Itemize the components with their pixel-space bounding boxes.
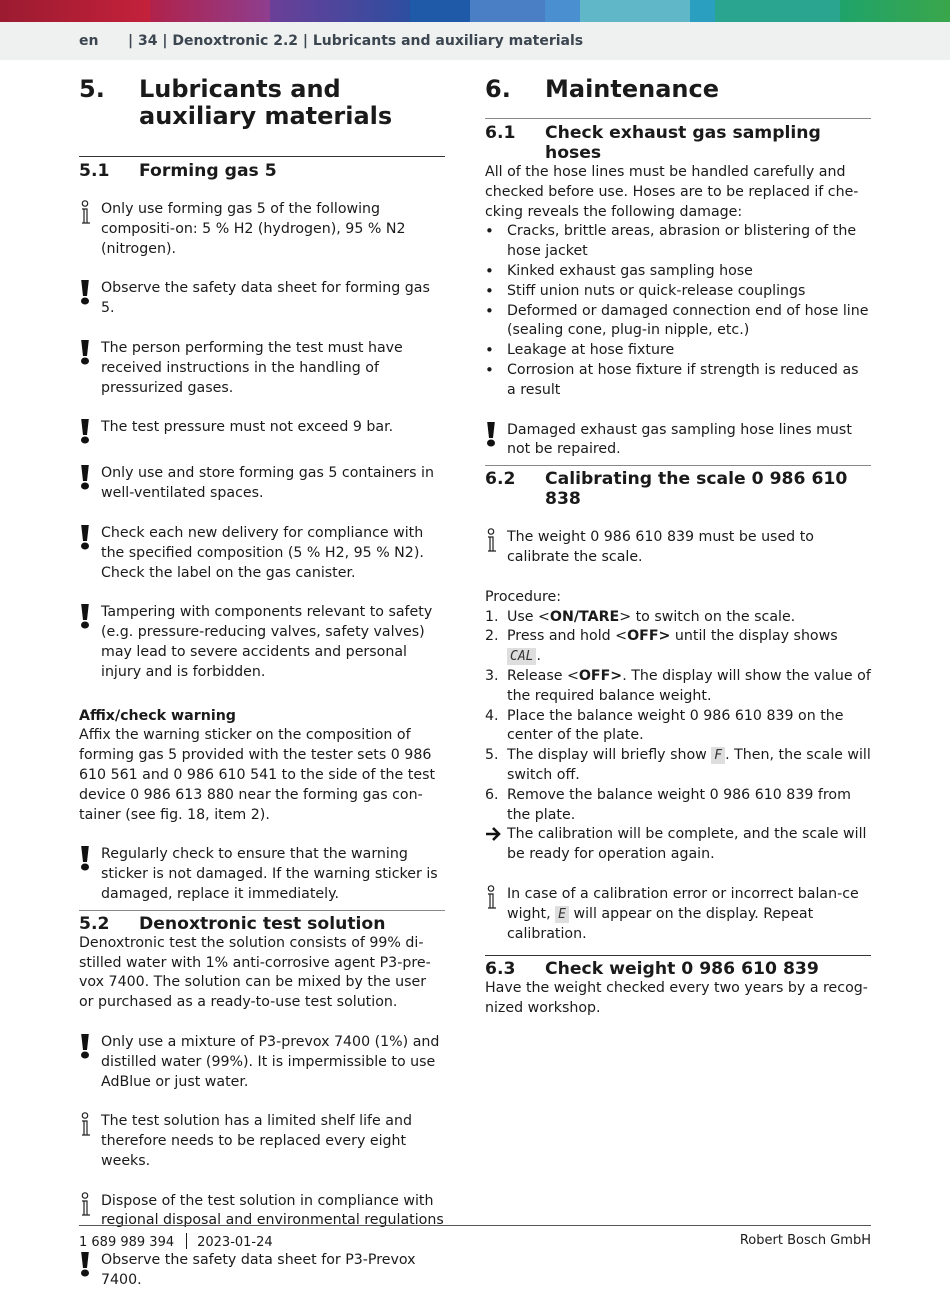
section-5-2-heading bbox=[79, 914, 445, 934]
info-note bbox=[79, 200, 445, 259]
note-text: The person performing the test must have received instructions in the handling of pressurized gases. bbox=[101, 339, 403, 396]
footer-separator bbox=[186, 1233, 187, 1249]
bullet-icon: • bbox=[485, 360, 494, 379]
list-item bbox=[485, 282, 871, 302]
right-column bbox=[485, 74, 871, 1019]
warning-note bbox=[79, 845, 445, 904]
step-text: Press and hold < bbox=[507, 628, 628, 645]
info-note bbox=[485, 528, 871, 568]
brand-color-band bbox=[0, 0, 950, 22]
result-text: The calibration will be complete, and the scale will be ready for operation again. bbox=[507, 826, 867, 863]
list-item bbox=[485, 222, 871, 262]
info-icon bbox=[485, 528, 507, 554]
list-item-text: Deformed or damaged connection end of hose line (sealing cone, plug-in nipple, etc.) bbox=[507, 302, 869, 339]
note-text: Only use and store forming gas 5 containers in well-ventilated spaces. bbox=[101, 465, 434, 502]
list-item-text: Cracks, brittle areas, abrasion or blistering of the hose jacket bbox=[507, 223, 857, 260]
step-item bbox=[485, 627, 871, 667]
bullet-icon: • bbox=[485, 222, 494, 241]
lcd-display-cal: CAL bbox=[507, 648, 536, 665]
document-date: 2023-01-24 bbox=[197, 1235, 273, 1250]
step-item bbox=[485, 746, 871, 786]
step-text: Remove the balance weight 0 986 610 839 from the plate. bbox=[507, 786, 851, 823]
step-number: 6. bbox=[485, 786, 499, 803]
chapter-title: Maintenance bbox=[545, 75, 720, 103]
lcd-display-f: F bbox=[711, 747, 725, 764]
note-text: will appear on the display. Repeat calibration. bbox=[507, 905, 814, 942]
key-label: OFF> bbox=[578, 667, 623, 684]
section-5-2-paragraph: Denoxtronic test the solution consists of 99% di-stilled water with 1% anti-corrosive agent P3-pre-vox 7400. The solution can be mixed by the user or purchased as a ready-to-use test solution. bbox=[79, 934, 431, 1011]
step-number: 3. bbox=[485, 667, 499, 684]
warning-note bbox=[79, 339, 445, 398]
note-text: Tampering with components relevant to safety (e.g. pressure-reducing valves, safety valves) may lead to severe accidents and personal injury and is forbidden. bbox=[101, 604, 433, 680]
note-text: Only use a mixture of P3-prevox 7400 (1%) and distilled water (99%). It is impermissible to use AdBlue or just water. bbox=[101, 1033, 440, 1090]
warning-icon bbox=[79, 339, 101, 365]
note-text: Observe the safety data sheet for forming gas 5. bbox=[101, 280, 430, 317]
list-item bbox=[485, 341, 871, 361]
section-number: 6.2 bbox=[485, 469, 516, 490]
step-number: 4. bbox=[485, 707, 499, 724]
section-title: Check exhaust gas sampling hoses bbox=[545, 123, 821, 163]
list-item-text: Kinked exhaust gas sampling hose bbox=[507, 262, 753, 279]
step-item bbox=[485, 786, 871, 826]
section-divider bbox=[79, 156, 445, 157]
info-note bbox=[485, 885, 871, 944]
step-text: Release < bbox=[507, 667, 579, 684]
key-label: ON/TARE bbox=[549, 608, 620, 625]
footer-right bbox=[740, 1233, 871, 1248]
running-title: | 34 | Denoxtronic 2.2 | Lubricants and auxiliary materials bbox=[128, 33, 584, 49]
info-note bbox=[79, 1112, 445, 1171]
key-label: OFF> bbox=[627, 628, 671, 645]
chapter-title: Lubricants and auxiliary materials bbox=[139, 75, 393, 130]
note-text: The test pressure must not exceed 9 bar. bbox=[101, 419, 394, 436]
step-text: The display will briefly show bbox=[507, 747, 712, 764]
section-number: 6.1 bbox=[485, 123, 516, 143]
section-title: Forming gas 5 bbox=[139, 161, 277, 181]
warning-icon bbox=[79, 603, 101, 629]
warning-note bbox=[485, 421, 871, 461]
step-text: until the display shows bbox=[670, 628, 838, 645]
step-text: . Then, the scale will switch off. bbox=[507, 747, 871, 783]
step-number: 5. bbox=[485, 747, 499, 764]
document-number: 1 689 989 394 bbox=[79, 1235, 175, 1250]
section-6-1-heading bbox=[485, 123, 871, 163]
affix-heading: Affix/check warning bbox=[79, 707, 236, 724]
language-code: en bbox=[79, 33, 99, 49]
step-text: . The display will show the value of the required balance weight. bbox=[507, 667, 871, 704]
warning-icon bbox=[79, 1033, 101, 1059]
list-item bbox=[485, 302, 871, 342]
list-item-text: Corrosion at hose fixture if strength is reduced as a result bbox=[507, 361, 859, 398]
section-title: Check weight 0 986 610 839 bbox=[545, 959, 819, 980]
step-item bbox=[485, 667, 871, 707]
list-item-text: Leakage at hose fixture bbox=[507, 342, 675, 359]
section-6-3-heading bbox=[485, 959, 871, 979]
bullet-icon: • bbox=[485, 261, 494, 280]
info-icon bbox=[485, 885, 507, 911]
company-name: Robert Bosch GmbH bbox=[739, 1233, 871, 1248]
step-text: Place the balance weight 0 986 610 839 on the center of the plate. bbox=[507, 707, 844, 744]
note-text: Only use forming gas 5 of the following compositi-on: 5 % H2 (hydrogen), 95 % N2 (nitrogen). bbox=[101, 201, 406, 257]
warning-note bbox=[79, 1251, 445, 1291]
note-text: In case of a calibration error or incorrect balan-ce wight, bbox=[507, 885, 859, 922]
section-title: Calibrating the scale 0 986 610 838 bbox=[545, 469, 848, 510]
section-6-1-paragraph: All of the hose lines must be handled carefully and checked before use. Hoses are to be replaced if che-cking reveals the following damage: bbox=[485, 164, 859, 220]
step-item bbox=[485, 608, 871, 628]
step-number: 1. bbox=[485, 608, 499, 625]
page-header bbox=[0, 22, 950, 60]
chapter-6-heading bbox=[485, 76, 871, 103]
section-divider bbox=[485, 465, 871, 466]
bullet-icon: • bbox=[485, 341, 494, 360]
list-item-text: Stiff union nuts or quick-release couplings bbox=[507, 282, 806, 299]
warning-note bbox=[79, 418, 445, 444]
note-text: Observe the safety data sheet for P3-Prevox 7400. bbox=[101, 1252, 416, 1289]
section-divider bbox=[485, 118, 871, 119]
section-number: 6.3 bbox=[485, 959, 516, 980]
chapter-5-heading bbox=[79, 76, 445, 130]
left-column bbox=[79, 74, 445, 1291]
arrow-right-icon bbox=[485, 825, 507, 865]
warning-note bbox=[79, 279, 445, 319]
notes-5-1 bbox=[79, 200, 445, 683]
section-divider bbox=[485, 955, 871, 956]
chapter-number: 6. bbox=[485, 75, 511, 103]
warning-icon bbox=[79, 845, 101, 871]
step-number: 2. bbox=[485, 628, 499, 645]
list-item bbox=[485, 262, 871, 282]
note-text: Damaged exhaust gas sampling hose lines must not be repaired. bbox=[507, 421, 852, 458]
section-6-3-paragraph: Have the weight checked every two years by a recog-nized workshop. bbox=[485, 980, 868, 1017]
section-title: Denoxtronic test solution bbox=[139, 913, 386, 934]
section-number: 5.2 bbox=[79, 913, 110, 934]
section-divider bbox=[79, 910, 445, 911]
warning-icon bbox=[79, 524, 101, 550]
damage-list bbox=[485, 222, 871, 400]
warning-icon bbox=[79, 418, 101, 444]
step-text: > to switch on the scale. bbox=[619, 608, 796, 625]
section-number: 5.1 bbox=[79, 161, 110, 181]
result-item bbox=[485, 825, 871, 865]
warning-icon bbox=[79, 279, 101, 305]
warning-icon bbox=[79, 464, 101, 490]
procedure-label: Procedure: bbox=[485, 588, 562, 605]
warning-note bbox=[79, 464, 445, 504]
note-text: Regularly check to ensure that the warning sticker is not damaged. If the warning sticker is damaged, replace it immediately. bbox=[101, 846, 438, 902]
note-text: Check each new delivery for compliance with the specified composition (5 % H2, 95 % N2). Check the label on the gas canister. bbox=[101, 524, 424, 581]
note-text: The weight 0 986 610 839 must be used to calibrate the scale. bbox=[507, 529, 814, 565]
step-item bbox=[485, 707, 871, 747]
lcd-display-e: E bbox=[555, 906, 569, 923]
notes-5-2 bbox=[79, 1033, 445, 1291]
info-icon bbox=[79, 200, 101, 226]
note-text: The test solution has a limited shelf life and therefore needs to be replaced every eight weeks. bbox=[101, 1113, 412, 1169]
footer-left bbox=[79, 1233, 273, 1250]
info-icon bbox=[79, 1192, 101, 1218]
warning-icon bbox=[485, 421, 507, 447]
step-text: Use < bbox=[507, 608, 550, 625]
section-5-1-heading bbox=[79, 161, 445, 181]
list-item bbox=[485, 361, 871, 401]
warning-note bbox=[79, 1033, 445, 1092]
warning-note bbox=[79, 603, 445, 682]
bullet-icon: • bbox=[485, 301, 494, 320]
warning-icon bbox=[79, 1251, 101, 1277]
affix-paragraph: Affix the warning sticker on the composition of forming gas 5 provided with the tester sets 0 986 610 561 and 0 986 610 541 to the side of the test device 0 986 613 880 near the forming gas con-tainer (see fig. 18, item 2). bbox=[79, 727, 436, 823]
chapter-number: 5. bbox=[79, 75, 105, 103]
procedure-steps bbox=[485, 608, 871, 865]
note-text: Dispose of the test solution in compliance with regional disposal and environmental regulations bbox=[101, 1192, 444, 1229]
warning-note bbox=[79, 524, 445, 583]
info-icon bbox=[79, 1112, 101, 1138]
step-text: . bbox=[536, 648, 541, 665]
section-6-2-heading bbox=[485, 469, 871, 509]
footer-divider bbox=[79, 1225, 871, 1226]
bullet-icon: • bbox=[485, 281, 494, 300]
